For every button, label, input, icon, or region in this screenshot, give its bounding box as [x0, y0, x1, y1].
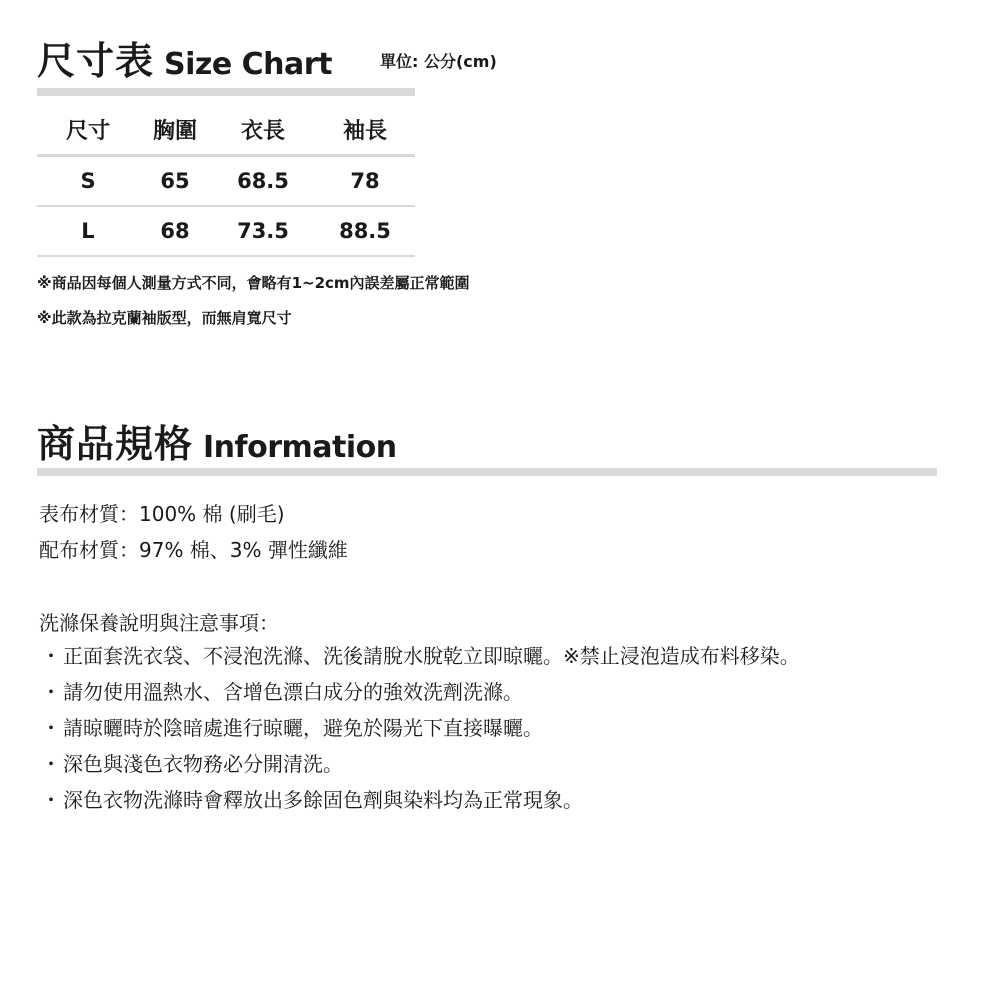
- header-length: 衣長: [211, 105, 315, 156]
- list-item: [39, 678, 800, 714]
- list-item: [39, 642, 800, 678]
- list-item: [39, 786, 800, 822]
- table-row: [37, 206, 415, 256]
- size-chart-divider: [37, 88, 415, 96]
- cell-chest: 65: [139, 156, 211, 207]
- cell-sleeve: 88.5: [315, 206, 415, 256]
- table-row: [37, 156, 415, 207]
- secondary-fabric-spec: 配布材質：97% 棉、3% 彈性纖維: [39, 538, 348, 562]
- cell-length: 73.5: [211, 206, 315, 256]
- cell-sleeve: 78: [315, 156, 415, 207]
- info-heading: [37, 413, 397, 468]
- header-chest: 胸圍: [139, 105, 211, 156]
- cell-length: 68.5: [211, 156, 315, 207]
- size-chart-heading: [37, 30, 332, 85]
- cell-chest: 68: [139, 206, 211, 256]
- main-fabric-spec: 表布材質：100% 棉 (刷毛): [39, 502, 285, 526]
- list-item: [39, 750, 800, 786]
- size-table: [37, 105, 415, 257]
- bullet: ・: [41, 680, 61, 704]
- size-chart-title-en: Size Chart: [164, 47, 332, 82]
- header-sleeve: 袖長: [315, 105, 415, 156]
- info-title-en: Information: [203, 430, 397, 465]
- bullet: ・: [41, 752, 61, 776]
- care-item-text: 深色與淺色衣物務必分開清洗。: [63, 752, 343, 776]
- cell-size: S: [37, 156, 139, 207]
- list-item: [39, 714, 800, 750]
- measurement-note: ※商品因每個人測量方式不同，會略有1~2cm內誤差屬正常範圍: [37, 274, 470, 292]
- bullet: ・: [41, 788, 61, 812]
- care-instructions-list: [39, 642, 800, 822]
- bullet: ・: [41, 644, 61, 668]
- size-table-header-row: [37, 105, 415, 156]
- header-size: 尺寸: [37, 105, 139, 156]
- info-title-zh: 商品規格: [37, 422, 194, 466]
- cell-size: L: [37, 206, 139, 256]
- care-item-text: 請晾曬時於陰暗處進行晾曬，避免於陽光下直接曝曬。: [63, 716, 543, 740]
- care-item-text: 深色衣物洗滌時會釋放出多餘固色劑與染料均為正常現象。: [63, 788, 583, 812]
- care-item-text: 正面套洗衣袋、不浸泡洗滌、洗後請脫水脫乾立即晾曬。※禁止浸泡造成布料移染。: [63, 644, 800, 668]
- info-divider: [37, 468, 937, 476]
- care-instructions-title: 洗滌保養說明與注意事項：: [39, 611, 279, 635]
- fit-note: ※此款為拉克蘭袖版型，而無肩寬尺寸: [37, 309, 292, 327]
- unit-label: 單位: 公分(cm): [380, 52, 497, 71]
- size-chart-title-zh: 尺寸表: [37, 39, 155, 83]
- bullet: ・: [41, 716, 61, 740]
- care-item-text: 請勿使用溫熱水、含增色漂白成分的強效洗劑洗滌。: [63, 680, 523, 704]
